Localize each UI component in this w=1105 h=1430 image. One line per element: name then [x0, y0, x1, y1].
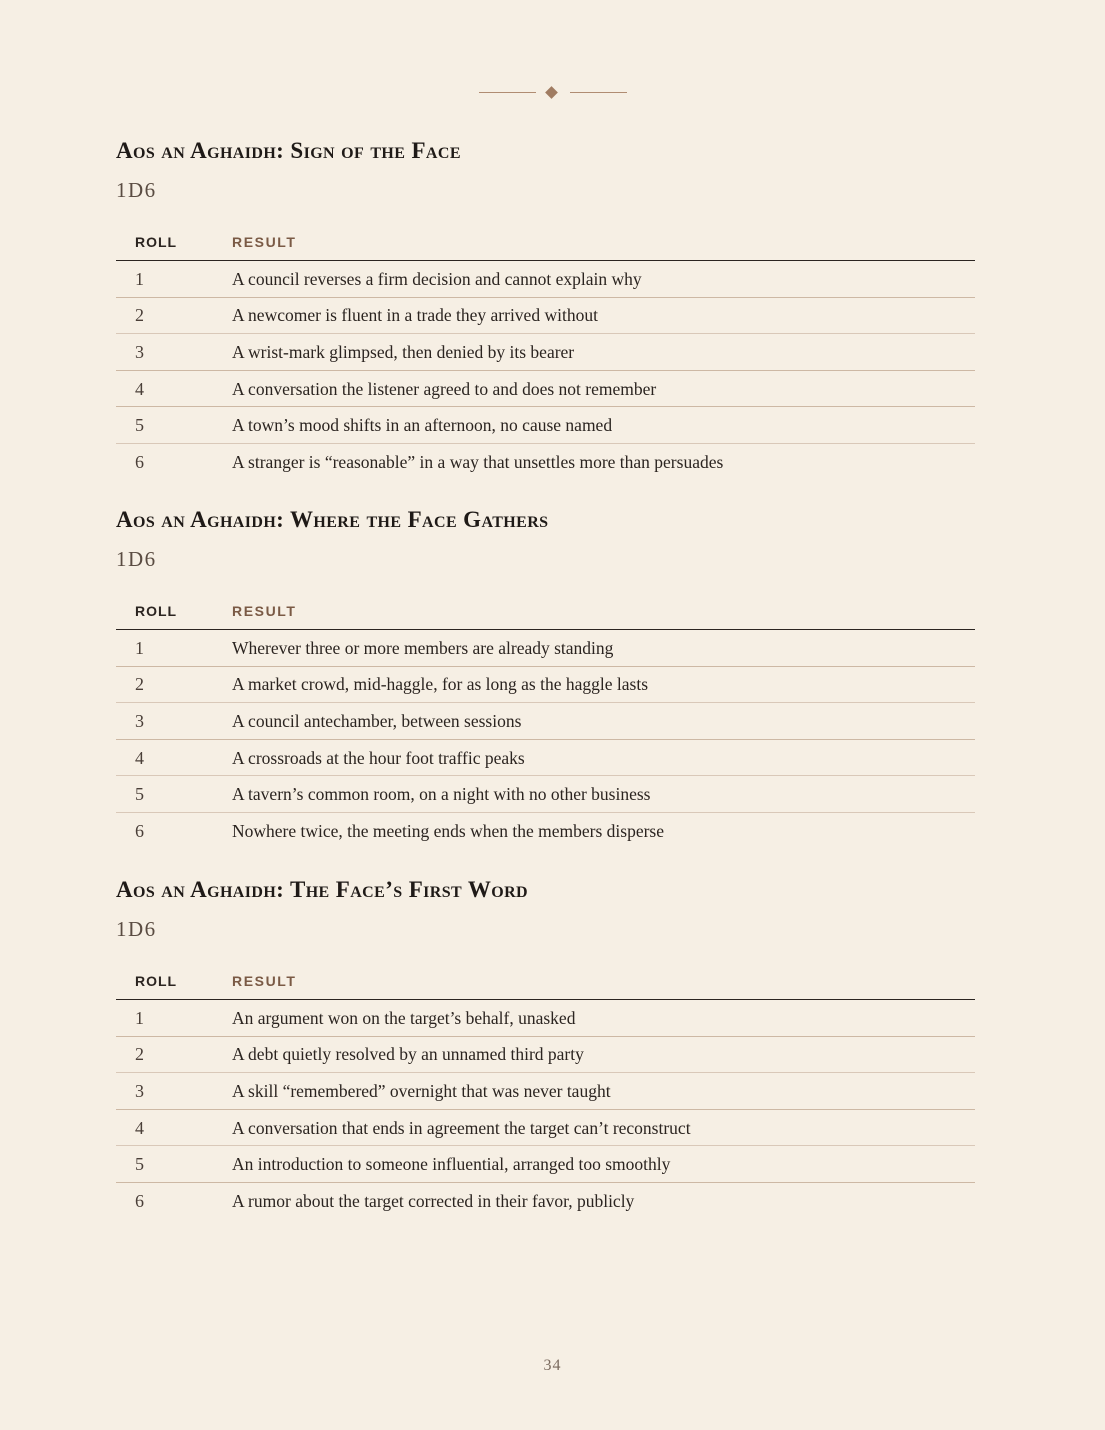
page-number: 34	[543, 1357, 562, 1374]
divider-line-left	[479, 92, 536, 93]
table-row	[116, 630, 975, 667]
roll-cell: 1	[116, 630, 232, 667]
result-cell: A council antechamber, between sessions	[232, 703, 975, 740]
result-cell: A newcomer is fluent in a trade they arrived without	[232, 297, 975, 334]
result-cell: An argument won on the target’s behalf, unasked	[232, 1000, 975, 1037]
table-row	[116, 370, 975, 407]
roll-column-header: ROLL	[116, 224, 232, 261]
diamond-icon	[545, 86, 558, 99]
roll-cell: 2	[116, 666, 232, 703]
table-row	[116, 666, 975, 703]
table-row	[116, 297, 975, 334]
roll-cell: 4	[116, 739, 232, 776]
roll-cell: 1	[116, 261, 232, 298]
roll-table	[116, 963, 975, 1219]
result-cell: A rumor about the target corrected in their favor, publicly	[232, 1190, 635, 1211]
roll-cell: 5	[116, 776, 232, 813]
roll-cell: 4	[116, 370, 232, 407]
divider-line-right	[570, 92, 627, 93]
section-divider-ornament	[479, 86, 627, 100]
table-row	[116, 261, 975, 298]
roll-table-the-faces-first-word	[116, 876, 975, 1219]
result-column-header: RESULT	[232, 593, 975, 630]
table-row	[116, 1109, 975, 1146]
dice-label: 1D6	[116, 178, 157, 202]
result-cell: Nowhere twice, the meeting ends when the members disperse	[232, 820, 665, 841]
table-header-row	[116, 224, 975, 261]
table-row	[116, 407, 975, 444]
roll-cell: 3	[116, 703, 232, 740]
result-cell: Wherever three or more members are already standing	[232, 630, 975, 667]
dice-label: 1D6	[116, 917, 157, 941]
roll-cell: 5	[116, 1146, 232, 1183]
roll-table	[116, 224, 975, 480]
table-row	[116, 1146, 975, 1183]
result-cell: A tavern’s common room, on a night with no other business	[232, 776, 975, 813]
result-column-header: RESULT	[232, 963, 975, 1000]
roll-column-header: ROLL	[116, 593, 232, 630]
result-cell: A debt quietly resolved by an unnamed third party	[232, 1036, 975, 1073]
table-title: Aos an Aghaidh: Where the Face Gathers	[116, 507, 549, 532]
roll-cell: 6	[135, 820, 144, 841]
result-cell: A skill “remembered” overnight that was never taught	[232, 1073, 975, 1110]
result-cell: A stranger is “reasonable” in a way that unsettles more than persuades	[232, 451, 724, 472]
result-column-header: RESULT	[232, 224, 975, 261]
result-cell: A conversation the listener agreed to and does not remember	[232, 370, 975, 407]
roll-cell: 6	[135, 1190, 144, 1211]
roll-cell: 4	[116, 1109, 232, 1146]
roll-table-sign-of-the-face	[116, 137, 975, 480]
table-row	[116, 776, 975, 813]
table-header-row	[116, 963, 975, 1000]
roll-cell: 1	[116, 1000, 232, 1037]
result-cell: A town’s mood shifts in an afternoon, no cause named	[232, 407, 975, 444]
table-title: Aos an Aghaidh: Sign of the Face	[116, 138, 461, 163]
table-row	[116, 443, 975, 479]
table-row	[116, 1036, 975, 1073]
roll-cell: 3	[116, 1073, 232, 1110]
result-cell: A wrist-mark glimpsed, then denied by its bearer	[232, 334, 975, 371]
table-row	[116, 334, 975, 371]
roll-cell: 6	[135, 451, 144, 472]
roll-table-where-the-face-gathers	[116, 506, 975, 849]
table-row	[116, 1073, 975, 1110]
table-row	[116, 739, 975, 776]
result-cell: A market crowd, mid-haggle, for as long as the haggle lasts	[232, 666, 975, 703]
roll-cell: 5	[116, 407, 232, 444]
dice-label: 1D6	[116, 547, 157, 571]
table-header-row	[116, 593, 975, 630]
table-row	[116, 812, 975, 848]
roll-table	[116, 593, 975, 849]
roll-cell: 3	[116, 334, 232, 371]
roll-cell: 2	[116, 297, 232, 334]
roll-column-header: ROLL	[116, 963, 232, 1000]
result-cell: A conversation that ends in agreement the target can’t reconstruct	[232, 1109, 975, 1146]
table-row	[116, 1182, 975, 1218]
table-row	[116, 703, 975, 740]
table-title: Aos an Aghaidh: The Face’s First Word	[116, 877, 529, 902]
roll-cell: 2	[116, 1036, 232, 1073]
table-row	[116, 1000, 975, 1037]
result-cell: A crossroads at the hour foot traffic peaks	[232, 739, 975, 776]
result-cell: A council reverses a firm decision and cannot explain why	[232, 261, 975, 298]
result-cell: An introduction to someone influential, arranged too smoothly	[232, 1146, 975, 1183]
